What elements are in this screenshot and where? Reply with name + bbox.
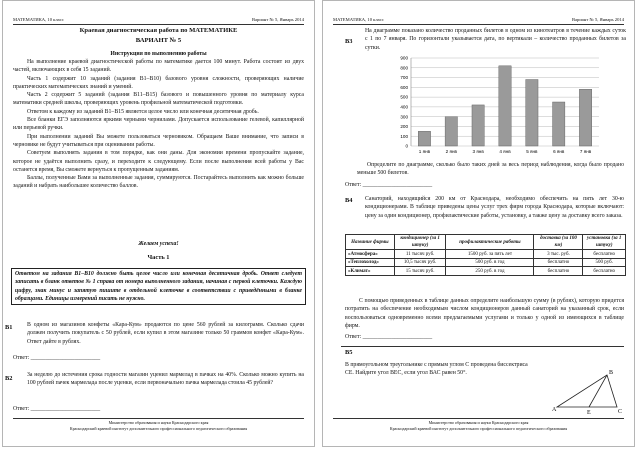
instruction-paragraph: Советуем выполнять задания в том порядке, как они даны. Для экономии времени пропускайте задание, которое не удаётся выполнить сразу, и переходите к следующему. Если после выполнения всей работы у Вас останется время, Вы сможете вернуться к пропущенным заданиям. xyxy=(13,150,304,173)
y-tick-label: 500 xyxy=(400,94,408,100)
instruction-paragraph: Ответом к каждому из заданий В1–В15 является целое число или конечная десятичная дробь. xyxy=(27,108,259,115)
section-divider xyxy=(341,346,624,347)
table-row xyxy=(346,258,626,267)
task-b2-text: За неделю до истечения срока годности магазин уценил мармелад в пачках на 40%. Сколько можно купить на 100 рублей пачек мармелада после уценки, если первоначально пачка мармелада стоила 45 рублей? xyxy=(27,372,304,387)
task-b1-label: В1 xyxy=(5,324,13,331)
table-header-cell: профилактические работы xyxy=(446,235,534,250)
x-tick-label: 6 янв xyxy=(553,149,565,154)
page-footer xyxy=(11,420,306,432)
table-row xyxy=(346,267,626,276)
answer-rules-box: Ответом на задания В1–В10 должно быть целое число или конечная десятичная дробь. Ответ следует записать в бланк ответов № 1 справа от номера выполненного задания, начиная с первой клеточки. Каждую цифру, знак минус и запятую пишите в отдельной клеточке в соответствии с приведёнными в бланке образцами. Единицы измерений писать не нужно. xyxy=(11,268,306,305)
task-b2-label: В2 xyxy=(5,375,13,382)
table-cell: 500 руб. в год xyxy=(446,258,534,267)
right-triangle-figure xyxy=(551,363,627,415)
y-tick-label: 700 xyxy=(400,75,408,81)
task-b4-answer: Ответ: ________________________ xyxy=(345,334,433,340)
header-rule xyxy=(13,24,304,25)
y-tick-label: 600 xyxy=(400,84,408,90)
x-tick-label: 1 янв xyxy=(418,149,431,154)
task-b4-label: В4 xyxy=(345,197,353,204)
table-cell: бесплатно xyxy=(534,267,583,276)
footer-institute: Краснодарский краевой институт дополнительного профессионального педагогического образования xyxy=(389,425,568,431)
instruction-paragraph: Баллы, полученные Вами за выполненные задания, суммируются. Постарайтесь выполнить как можно больше заданий и набрать наибольшее количество баллов. xyxy=(13,175,304,190)
instruction-paragraph: Часть 1 содержит 10 заданий (задания В1–В10) базового уровня сложности, проверяющих наличие практических математических знаний и умений. xyxy=(13,75,304,90)
task-b5-text: В прямоугольном треугольнике с прямым углом С проведена биссектриса СЕ. Найдите угол ВЕС, если угол ВАС равен 50°. xyxy=(345,362,528,377)
vertex-b-label: B xyxy=(609,370,614,376)
x-tick-label: 3 янв xyxy=(472,149,484,154)
y-tick-label: 100 xyxy=(400,133,408,139)
y-tick-label: 900 xyxy=(400,55,408,61)
firm-name-cell: «Теплохолод» xyxy=(346,258,395,267)
table-cell: 500 руб. xyxy=(583,258,626,267)
task-b1-answer: Ответ: ________________________ xyxy=(13,355,101,361)
header-variant: Вариант № 5, Январь 2014 xyxy=(571,17,624,22)
table-header-cell: кондиционер (за 1 штуку) xyxy=(394,235,446,250)
y-tick-label: 200 xyxy=(400,124,408,130)
footer-ministry: Министерство образования и науки Краснодарского края xyxy=(428,420,529,425)
footer-rule xyxy=(13,418,304,419)
table-cell: 1500 руб. за пять лет xyxy=(446,250,534,259)
bar xyxy=(472,105,484,146)
y-tick-label: 800 xyxy=(400,65,408,71)
vertex-c-label: C xyxy=(618,409,623,415)
page-right xyxy=(322,0,635,447)
task-b4-text: Санаторий, находящийся 200 км от Краснодара, необходимо обеспечить на пять лет 30-ю кондиционерами. В таблице приведены цены услуг трех фирм города Краснодара, которые включают: цену за один кондиционер, профилактические работы, установку, а также цену за доставку всего заказа. xyxy=(365,196,624,219)
firms-price-table xyxy=(345,234,626,276)
vertex-a-label: A xyxy=(552,407,557,413)
table-cell: 3 тыс. руб. xyxy=(534,250,583,259)
page-left xyxy=(2,0,315,447)
footer-ministry: Министерство образования и науки Краснодарского края xyxy=(108,420,209,425)
task-b5-label: В5 xyxy=(345,349,353,356)
bar xyxy=(445,117,457,146)
footer-rule xyxy=(333,418,624,419)
table-header-cell: доставка (за 100 км) xyxy=(534,235,583,250)
variant-title: ВАРИАНТ № 5 xyxy=(135,37,182,44)
point-e-label: E xyxy=(587,410,591,415)
table-cell: 15 тысяч руб. xyxy=(394,267,446,276)
header-rule xyxy=(333,24,624,25)
table-cell: бесплатно xyxy=(534,258,583,267)
footer-institute: Краснодарский краевой институт дополнительного профессионального педагогического образования xyxy=(69,425,248,431)
header-variant: Вариант № 5, Январь 2014 xyxy=(251,17,304,22)
part1-title: Часть 1 xyxy=(147,254,170,261)
tickets-bar-chart xyxy=(389,54,603,162)
bisector-ce xyxy=(589,375,607,407)
x-tick-label: 4 янв xyxy=(499,149,511,154)
task-b2-answer: Ответ: ________________________ xyxy=(13,406,101,412)
y-tick-label: 400 xyxy=(400,104,408,110)
page-footer xyxy=(331,420,626,432)
task-b3-question: Определите по диаграмме, сколько было таких дней за весь период наблюдения, когда было продано меньше 500 билетов. xyxy=(357,162,624,177)
firm-name-cell: «Атмосфера» xyxy=(346,250,395,259)
bar xyxy=(526,80,538,146)
x-tick-label: 7 янв xyxy=(579,149,592,154)
table-cell: бесплатно xyxy=(583,250,626,259)
table-header-cell: установка (за 1 штуку) xyxy=(583,235,626,250)
bar xyxy=(418,131,430,146)
bar xyxy=(579,89,591,146)
instruction-paragraph: Все бланки ЕГЭ заполняются яркими черными чернилами. Допускается использование гелевой, капиллярной или перьевой ручки. xyxy=(13,117,304,132)
table-header-cell: Название фирмы xyxy=(346,235,395,250)
task-b3-answer: Ответ: ________________________ xyxy=(345,182,433,188)
task-b4-question: С помощью приведенных в таблице данных определите наибольшую сумму (в рублях), которую придется потратить на обеспечение необходимым числом кондиционеров данный санаторий на указанный срок, если воспользоваться одновременно всеми предлагаемыми услугами и только у одной из имеющихся в таблице фирм. xyxy=(345,298,624,329)
header-subject: МАТЕМАТИКА, 10 класс xyxy=(333,17,384,22)
instructions-title: Инструкция по выполнению работы xyxy=(110,51,207,57)
bar xyxy=(499,66,511,146)
header-subject: МАТЕМАТИКА, 10 класс xyxy=(13,17,64,22)
triangle-abc xyxy=(557,375,617,407)
bar xyxy=(553,102,565,146)
table-row xyxy=(346,250,626,259)
table-cell: бесплатно xyxy=(583,267,626,276)
y-tick-label: 0 xyxy=(405,143,408,149)
page-title: Краевая диагностическая работа по МАТЕМАТИКЕ xyxy=(79,27,238,34)
x-tick-label: 5 янв xyxy=(526,149,538,154)
instruction-paragraph: Часть 2 содержит 5 заданий (задания В11–В15) базового и повышенного уровня по материалу курса математики средней школы, проверяющих уровень профильной математической подготовки. xyxy=(13,92,304,107)
table-cell: 250 руб. в год xyxy=(446,267,534,276)
table-cell: 10,5 тысяч руб. xyxy=(394,258,446,267)
x-tick-label: 2 янв xyxy=(445,149,457,154)
instructions-body xyxy=(13,58,304,191)
task-b1-text: В одном из магазинов конфеты «Кара-Кум» продаются по цене 560 рублей за килограмм. Сколько сдачи должен получить покупатель с 50 рублей, если купил в этом магазине только 50 граммов конфет «Кара-Кум». Ответ дайте в рублях. xyxy=(27,322,304,345)
wish-text: Желаем успеха! xyxy=(138,241,179,247)
task-b3-text: На диаграмме показано количество проданных билетов в одном из кинотеатров в течение каждых суток с 1 по 7 января. По горизонтали указывается дата, по вертикали – количество проданных билетов за сутки. xyxy=(365,28,626,51)
instruction-paragraph: На выполнение краевой диагностической работы по математике дается 100 минут. Работа состоит из двух частей, включающих в себя 15 заданий. xyxy=(13,59,304,74)
y-tick-label: 300 xyxy=(400,114,408,120)
task-b3-label: В3 xyxy=(345,38,353,45)
table-header-row xyxy=(346,235,626,250)
firm-name-cell: «Климат» xyxy=(346,267,395,276)
instruction-paragraph: При выполнении заданий Вы можете пользоваться черновиком. Обращаем Ваше внимание, что записи в черновике не будут учитываться при оценивании работы. xyxy=(13,133,304,148)
table-cell: 11 тысяч руб. xyxy=(394,250,446,259)
